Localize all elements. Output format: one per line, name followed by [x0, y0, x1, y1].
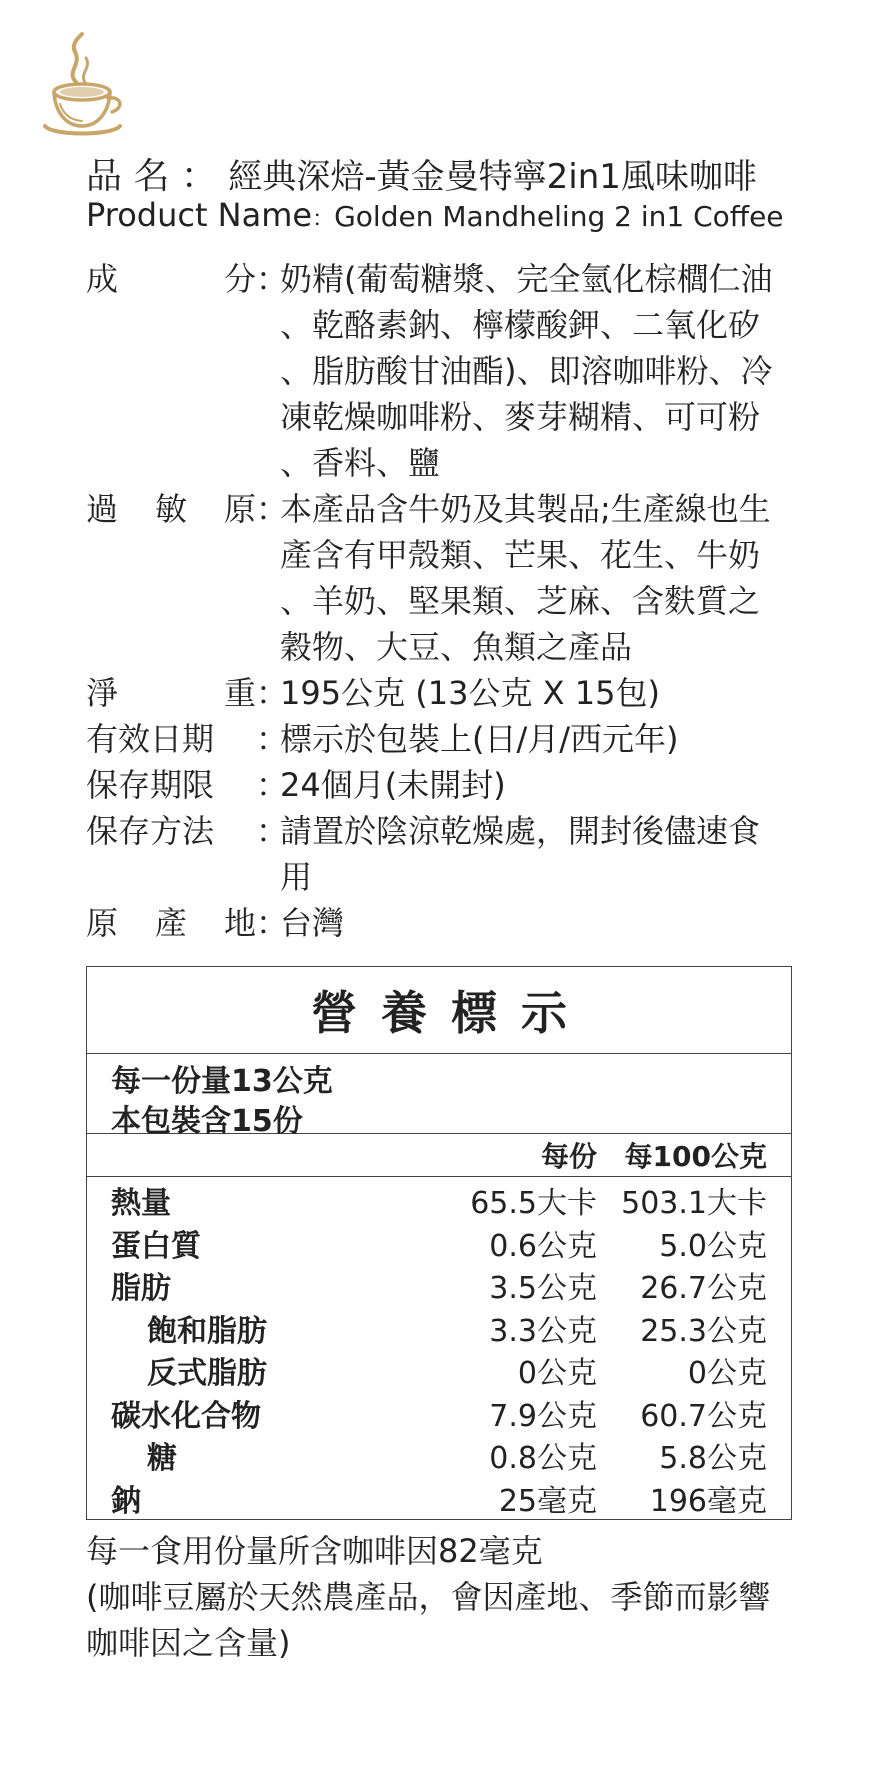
serving-info — [87, 1054, 791, 1139]
info-value-line: 穀物、大豆、魚類之產品 — [280, 628, 633, 666]
nutrition-rows — [87, 1177, 791, 1519]
per-serving-value: 25毫克 — [498, 1483, 597, 1519]
info-label-part: 分 — [223, 260, 256, 298]
nutrition-row — [87, 1307, 791, 1350]
caffeine-amount: 每一食用份量所含咖啡因82毫克 — [86, 1532, 543, 1570]
info-value — [280, 256, 801, 486]
per-serving-value: 7.9公克 — [489, 1398, 597, 1434]
product-name-value: 經典深焙-黃金曼特寧2in1風味咖啡 — [228, 157, 757, 197]
info-label — [86, 900, 256, 946]
info-value-line: 、乾酪素鈉、檸檬酸鉀、二氧化矽 — [280, 306, 761, 344]
nutrient-name: 蛋白質 — [111, 1228, 201, 1264]
info-colon: ： — [256, 674, 289, 712]
nutrition-row — [87, 1179, 791, 1222]
info-label — [86, 716, 256, 762]
coffee-cup-icon — [42, 32, 130, 144]
info-row — [86, 900, 801, 946]
info-label-part: 成 — [86, 260, 119, 298]
per-100g-value: 5.0公克 — [659, 1228, 767, 1264]
info-value — [280, 808, 801, 900]
info-label-part: 原 — [86, 904, 119, 942]
nutrient-name: 脂肪 — [111, 1271, 171, 1307]
info-label — [86, 670, 256, 716]
per-100g-value: 5.8公克 — [659, 1441, 767, 1477]
nutrient-name: 碳水化合物 — [111, 1398, 261, 1434]
caffeine-note-line2: 咖啡因之含量) — [86, 1624, 291, 1662]
per-serving-value: 65.5大卡 — [470, 1186, 597, 1222]
info-value-line: 奶精(葡萄糖漿、完全氫化棕櫚仁油 — [280, 260, 773, 298]
info-value-line: 產含有甲殼類、芒果、花生、牛奶 — [280, 536, 761, 574]
per-100g-value: 25.3公克 — [640, 1313, 767, 1349]
info-label-part: 保存方法 — [86, 812, 215, 850]
info-label-part: 產 — [154, 904, 187, 942]
info-label-part: 地 — [223, 904, 256, 942]
info-colon: ： — [256, 490, 289, 528]
info-row — [86, 670, 801, 716]
nutrient-name: 飽和脂肪 — [147, 1313, 267, 1349]
info-row — [86, 486, 801, 670]
info-label-part: 重 — [223, 674, 256, 712]
info-value-line: 、脂肪酸甘油酯)、即溶咖啡粉、冷 — [280, 352, 773, 390]
nutrition-row — [87, 1477, 791, 1520]
nutrition-title: 營養標示 — [87, 967, 791, 1054]
per-100g-value: 503.1大卡 — [621, 1186, 767, 1222]
caffeine-note-line1: (咖啡豆屬於天然農產品，會因產地、季節而影響 — [86, 1578, 771, 1616]
info-label-part: 保存期限 — [86, 766, 215, 804]
nutrition-row — [87, 1222, 791, 1265]
info-row — [86, 256, 801, 486]
serving-size: 每一份量13公克 — [111, 1064, 333, 1099]
col-per-serving: 每份 — [540, 1140, 597, 1173]
per-100g-value: 60.7公克 — [640, 1398, 767, 1434]
info-row — [86, 808, 801, 900]
info-label-part: 有效日期 — [86, 720, 215, 758]
product-name-en-colon: ： — [312, 207, 335, 232]
info-value-line: 請置於陰涼乾燥處，開封後儘速食 — [280, 812, 761, 850]
info-value — [280, 762, 801, 808]
caffeine-note — [86, 1528, 806, 1666]
info-label-part: 過 — [86, 490, 119, 528]
info-colon: ： — [256, 260, 289, 298]
info-value-line: 凍乾燥咖啡粉、麥芽糊精、可可粉 — [280, 398, 761, 436]
info-value-line: 、香料、鹽 — [280, 444, 441, 482]
info-label — [86, 808, 256, 900]
info-value-line: 195公克 (13公克 X 15包) — [280, 674, 660, 712]
info-value-line: 本產品含牛奶及其製品;生產線也生 — [280, 490, 771, 528]
per-serving-value: 0.8公克 — [489, 1441, 597, 1477]
info-label — [86, 762, 256, 808]
nutrient-name: 反式脂肪 — [147, 1356, 267, 1392]
per-serving-value: 0公克 — [517, 1356, 597, 1392]
per-100g-value: 0公克 — [687, 1356, 767, 1392]
info-value-line: 、羊奶、堅果類、芝麻、含麩質之 — [280, 582, 761, 620]
info-label — [86, 256, 256, 486]
info-value-line: 24個月(未開封) — [280, 766, 506, 804]
info-label-part: 淨 — [86, 674, 119, 712]
info-value — [280, 900, 801, 946]
product-name-label: 品 名 ： — [86, 156, 217, 197]
product-name-en-row — [86, 196, 784, 234]
servings-per-pack: 本包裝含15份 — [111, 1104, 303, 1139]
nutrient-name: 鈉 — [111, 1483, 141, 1519]
per-100g-value: 26.7公克 — [640, 1271, 767, 1307]
nutrition-row — [87, 1349, 791, 1392]
per-serving-value: 0.6公克 — [489, 1228, 597, 1264]
info-row — [86, 716, 801, 762]
product-name-row — [86, 148, 757, 199]
info-label-part: 原 — [223, 490, 256, 528]
nutrition-facts-table — [86, 966, 792, 1520]
info-row — [86, 762, 801, 808]
info-value — [280, 670, 801, 716]
info-colon: ： — [256, 812, 289, 850]
per-serving-value: 3.3公克 — [489, 1313, 597, 1349]
nutrient-name: 糖 — [147, 1441, 177, 1477]
nutrition-row — [87, 1264, 791, 1307]
info-colon: ： — [256, 766, 289, 804]
product-name-en-label: Product Name — [86, 196, 313, 234]
info-label-part: 敏 — [154, 490, 187, 528]
info-value-line: 標示於包裝上(日/月/西元年) — [280, 720, 679, 758]
nutrient-name: 熱量 — [111, 1186, 171, 1222]
col-per-100g: 每100公克 — [624, 1140, 767, 1173]
product-name-en-value: Golden Mandheling 2 in1 Coffee — [334, 200, 784, 233]
per-100g-value: 196毫克 — [649, 1483, 767, 1519]
nutrition-row — [87, 1392, 791, 1435]
per-serving-value: 3.5公克 — [489, 1271, 597, 1307]
info-colon: ： — [256, 904, 289, 942]
info-value-line: 台灣 — [280, 904, 345, 942]
info-label — [86, 486, 256, 670]
product-info-list — [86, 256, 801, 946]
info-value-line: 用 — [280, 858, 313, 896]
info-value — [280, 716, 801, 762]
info-colon: ： — [256, 720, 289, 758]
info-value — [280, 486, 801, 670]
nutrition-row — [87, 1434, 791, 1477]
